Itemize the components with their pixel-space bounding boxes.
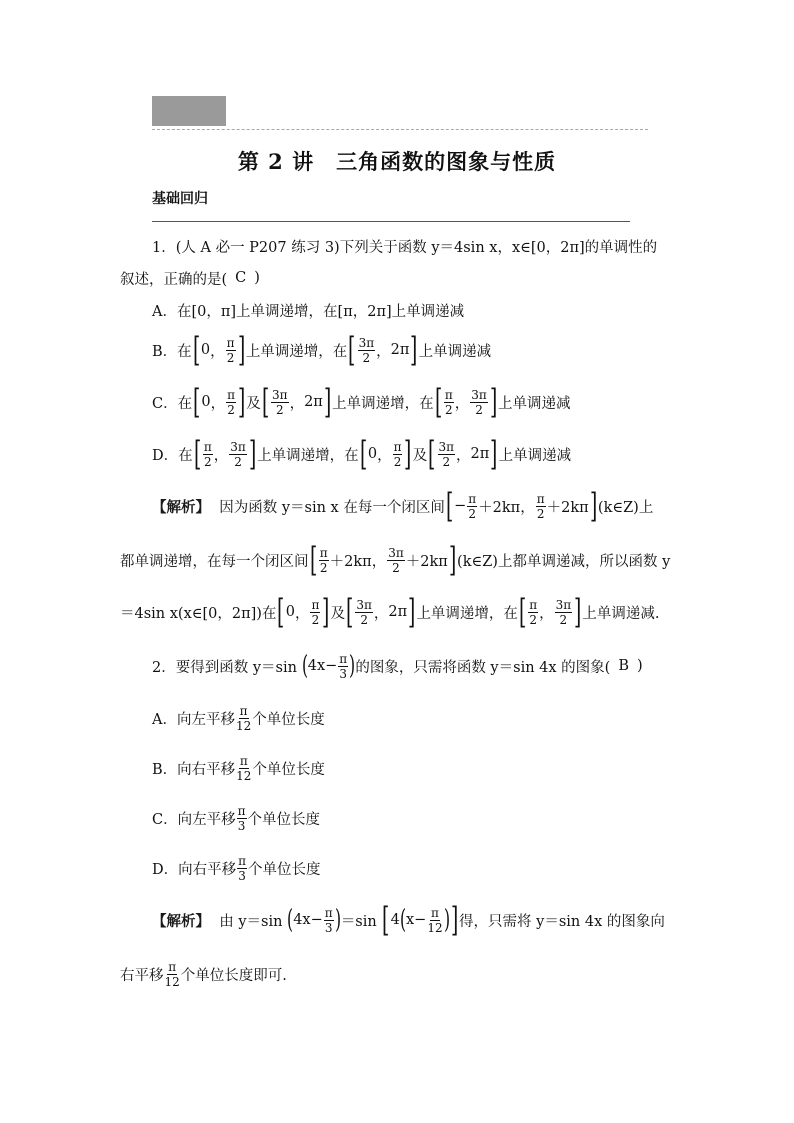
- sol1-tag: 【解析】: [152, 498, 210, 516]
- q2-option-d: D．向右平移 $\frac{\pi}{3}$ 个单位长度: [152, 853, 321, 883]
- q1-stem-line1: 1．(人 A 必一 P207 练习 3)下列关于函数 y＝4sin x，x∈[0，2π]的单调性的: [152, 239, 658, 256]
- q2-option-a: A．向左平移 $\frac{\pi}{12}$ 个单位长度: [152, 703, 325, 733]
- top-divider: [152, 129, 648, 130]
- section-heading: 基础回归: [152, 191, 208, 207]
- sol2-line2: 右平移 $\frac{\pi}{12}$ 个单位长度即可.: [120, 959, 287, 989]
- section-divider: [152, 221, 630, 222]
- q2-stem: 2．要得到函数 y＝sin ( 4x− $\frac{\pi}{3}$ ) 的图象，只需将函数 y＝sin 4x 的图象( B ): [152, 651, 643, 681]
- sol2-tag: 【解析】: [152, 912, 210, 930]
- page-title: 第 2 讲 三角函数的图象与性质: [237, 149, 557, 174]
- q1-stem-line2: 叙述，正确的是( C ): [120, 270, 260, 288]
- sol1-line3: ＝4sin x(x∈[0，2π])在 [ 0 ， $\frac{\pi}{2}$ ] 及 [ $\frac{3\pi}{2}$ ， 2π ] 上单调递增，在 [ $\frac{\pi}{2}$ ， $\frac{3\pi}{2}$ ] 上单调递减.: [120, 592, 660, 632]
- q1-option-d: D．在 [ $\frac{\pi}{2}$ ， $\frac{3\pi}{2}$ ] 上单调递增，在 [ 0 ， $\frac{\pi}{2}$ ] 及 [ $\frac{3\pi}{2}$ ， 2π ] 上单调递减: [152, 434, 572, 474]
- q1-option-b: B．在 [ 0 ， $\frac{\pi}{2}$ ] 上单调递增，在 [ $\frac{3\pi}{2}$ ， 2π ] 上单调递减: [152, 330, 492, 370]
- sol2-line1: 【解析】 由 y＝sin ( 4x− $\frac{\pi}{3}$ ) ＝sin [ 4 ( x− $\frac{\pi}{12}$ ) ] 得，只需将 y＝sin 4x 的图象向: [152, 900, 665, 940]
- q1-option-c: C．在 [ 0 ， $\frac{\pi}{2}$ ] 及 [ $\frac{3\pi}{2}$ ， 2π ] 上单调递增，在 [ $\frac{\pi}{2}$ ， $\frac{3\pi}{2}$ ] 上单调递减: [152, 382, 571, 422]
- q2-option-b: B．向右平移 $\frac{\pi}{12}$ 个单位长度: [152, 753, 325, 783]
- sol1-line1: 【解析】 因为函数 y＝sin x 在每一个闭区间 [ − $\frac{\pi}{2}$ ＋2kπ ， $\frac{\pi}{2}$ ＋2kπ ] (k∈Z)上: [152, 486, 654, 526]
- q1-option-a: A．在[0，π]上单调递增，在[π，2π]上单调递减: [152, 303, 465, 320]
- q1-answer: C: [235, 270, 247, 286]
- header-tab: [152, 96, 226, 126]
- q2-option-c: C．向左平移 $\frac{\pi}{3}$ 个单位长度: [152, 803, 320, 833]
- sol1-line2: 都单调递增，在每一个闭区间 [ $\frac{\pi}{2}$ ＋2kπ ， $\frac{3\pi}{2}$ ＋2kπ ] (k∈Z)上都单调递减，所以函数 y: [120, 540, 671, 580]
- q2-answer: B: [618, 658, 629, 674]
